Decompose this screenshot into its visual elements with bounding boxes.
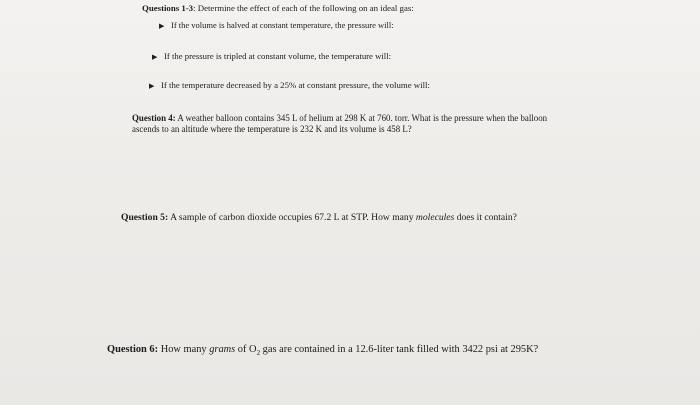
question-6-text-before: How many bbox=[160, 344, 207, 355]
question-5-text-before: A sample of carbon dioxide occupies 67.2 L at STP. How many bbox=[170, 212, 414, 223]
question-6-label: Question 6: bbox=[107, 344, 159, 355]
bullet-item-2 bbox=[152, 51, 391, 61]
bullet-text-2: If the pressure is tripled at constant volume, the temperature will: bbox=[164, 51, 392, 61]
bullet-text-1: If the volume is halved at constant temperature, the pressure will: bbox=[171, 20, 394, 30]
question-5 bbox=[121, 212, 541, 224]
question-5-label: Question 5: bbox=[121, 212, 169, 223]
bullet-item-3 bbox=[149, 80, 430, 90]
question-6-text-mid: of O bbox=[237, 344, 257, 355]
triangle-bullet-icon: ▶ bbox=[149, 82, 155, 90]
triangle-bullet-icon: ▶ bbox=[152, 53, 158, 61]
bullet-item-1 bbox=[159, 20, 394, 30]
question-5-emphasis: molecules bbox=[415, 212, 455, 223]
question-4 bbox=[132, 113, 552, 135]
question-6 bbox=[107, 344, 538, 357]
bleed-through-mark bbox=[450, 4, 490, 13]
question-6-text-after: gas are contained in a 12.6-liter tank filled with 3422 psi at 295K? bbox=[262, 344, 539, 355]
bullet-text-3: If the temperature decreased by a 25% at constant pressure, the volume will: bbox=[161, 80, 430, 90]
questions-1-3-text: : Determine the effect of each of the following on an ideal gas: bbox=[193, 3, 414, 13]
question-4-text: A weather balloon contains 345 L of helium at 298 K at 760. torr. What is the pressure when the balloon ascends to an altitude where the temperature is 232 K and its volume is 458 L? bbox=[132, 113, 548, 134]
question-6-subscript: 2 bbox=[256, 349, 261, 358]
question-6-emphasis: grams bbox=[209, 344, 236, 355]
questions-1-3-label: Questions 1-3 bbox=[142, 3, 194, 13]
questions-1-3-heading bbox=[142, 3, 414, 13]
question-5-text-after: does it contain? bbox=[456, 212, 517, 223]
triangle-bullet-icon: ▶ bbox=[159, 22, 165, 30]
question-4-label: Question 4: bbox=[132, 113, 176, 123]
